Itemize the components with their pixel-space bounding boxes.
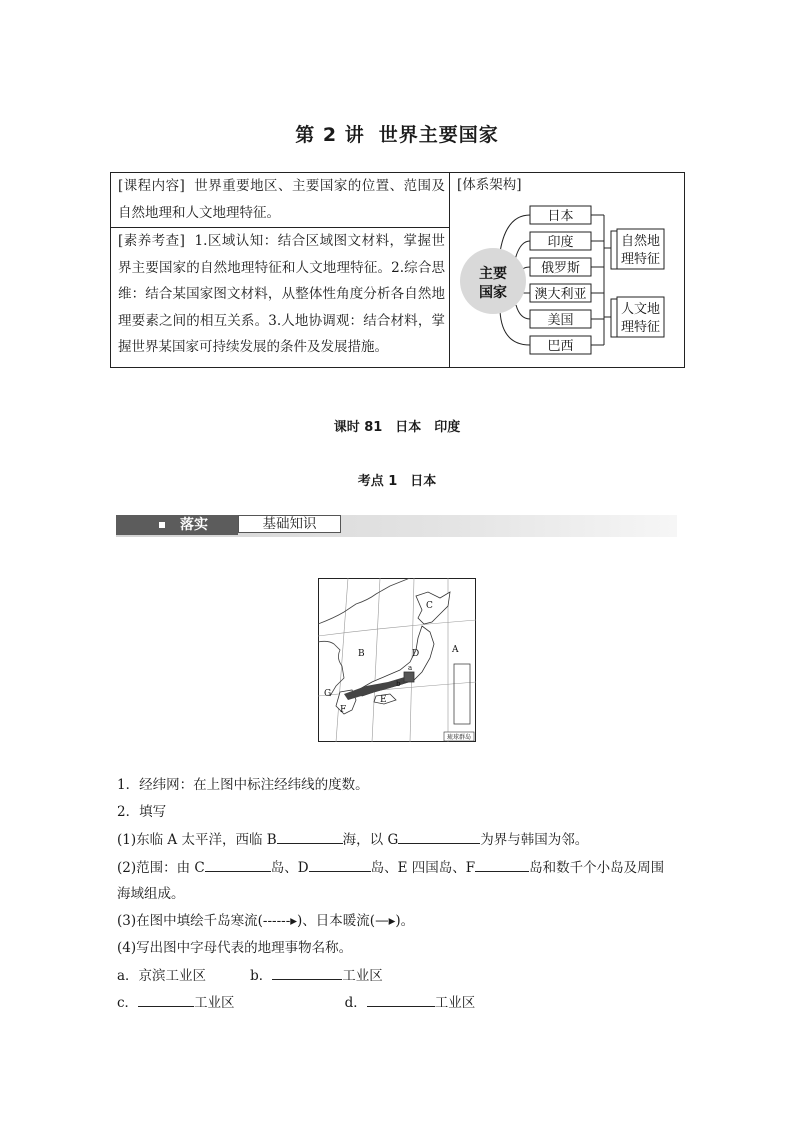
map-label-a-small: a — [408, 664, 413, 672]
title-topic: 世界主要国家 — [378, 124, 499, 146]
country-label-usa: 美国 — [547, 313, 574, 328]
concept-diagram — [450, 173, 685, 368]
blank-item-d[interactable] — [367, 992, 435, 1007]
section-header-dark-label: 落实 — [180, 517, 208, 533]
item-b-suffix: 工业区 — [342, 968, 383, 984]
blank-item-c[interactable] — [138, 992, 194, 1007]
feature-box-natural — [617, 229, 664, 269]
map-label-g: G — [324, 689, 332, 699]
question-2-3: (3)在图中填绘千岛寒流(------▸)、日本暖流(—▸)。 — [117, 913, 415, 929]
question-2-2 — [117, 857, 682, 878]
map-label-c: C — [426, 601, 433, 611]
country-box-india — [530, 232, 591, 250]
japan-map — [318, 578, 476, 742]
item-c-prefix: c． — [117, 995, 139, 1011]
question-2-2-cont: 海域组成。 — [117, 886, 185, 902]
connector-brazil — [500, 311, 530, 345]
architecture-label: [体系架构] — [457, 177, 522, 193]
course-content-cell — [118, 173, 445, 226]
title-lecture-number: 第 2 讲 — [295, 124, 365, 146]
blank-item-b[interactable] — [272, 965, 342, 980]
overview-table — [110, 172, 685, 368]
feature-human-line2: 理特征 — [620, 320, 661, 335]
item-d-prefix: d． — [344, 995, 367, 1011]
item-c-suffix: 工业区 — [194, 995, 235, 1011]
blank-island-d[interactable] — [309, 857, 371, 872]
map-corner-label: 琉球群岛 — [446, 734, 472, 741]
region-a-marker — [404, 672, 414, 682]
country-box-australia — [530, 284, 591, 302]
q2-2-text-b: 岛、D — [270, 860, 309, 876]
q2-1-text-b: 海，以 G — [342, 832, 399, 848]
bracket-natural — [611, 231, 617, 269]
blank-sea-b[interactable] — [277, 829, 343, 844]
q2-2-text-d: 岛和数千个小岛及周围 — [529, 860, 665, 876]
literacy-text: 1.区域认知：结合区域图文材料，掌握世界主要国家的自然地理特征和人文地理特征。2.综合思维：结合某国家图文材料，从整体性角度分析各自然地理要素之间的相互关系。3.人地协调观：结合材料，掌握世界某国家可持续发展的条件及发展措施。 — [118, 233, 445, 355]
q2-1-text-a: (1)东临 A 太平洋，西临 B — [117, 832, 277, 848]
map-label-f: F — [340, 705, 347, 715]
country-label-russia: 俄罗斯 — [540, 261, 581, 276]
country-label-japan: 日本 — [547, 209, 574, 224]
map-label-a: A — [452, 645, 459, 655]
literacy-cell — [118, 228, 445, 361]
country-box-brazil — [530, 336, 591, 354]
question-2-heading: 2．填写 — [117, 804, 167, 820]
feature-box-human — [617, 297, 664, 337]
q2-2-text-a: (2)范围：由 C — [117, 860, 205, 876]
section-header-light: 基础知识 — [238, 515, 341, 533]
country-box-russia — [530, 258, 591, 276]
item-d-suffix: 工业区 — [434, 995, 476, 1011]
map-label-e: E — [380, 695, 387, 705]
blank-island-f[interactable] — [475, 857, 529, 872]
question-2-1 — [117, 829, 682, 850]
blank-strait-g[interactable] — [398, 829, 480, 844]
lesson-title: 课时 81 日本 印度 — [333, 420, 461, 435]
center-node-line2: 国家 — [479, 285, 507, 301]
item-a: a．京滨工业区 — [117, 968, 207, 984]
map-label-d: D — [412, 649, 420, 659]
page-title — [0, 120, 794, 147]
course-content-label: [课程内容] — [118, 178, 185, 194]
q2-1-text-c: 为界与韩国为邻。 — [480, 832, 589, 848]
question-1: 1．经纬网：在上图中标注经纬线的度数。 — [117, 777, 369, 793]
literacy-label: [素养考查] — [118, 233, 185, 249]
point-title: 考点 1 日本 — [357, 474, 437, 489]
blank-island-c[interactable] — [205, 857, 271, 872]
bracket-human — [611, 299, 617, 337]
country-label-australia: 澳大利亚 — [534, 287, 587, 302]
feature-natural-line1: 自然地 — [620, 234, 661, 249]
country-box-japan — [530, 206, 591, 224]
course-content-text: 世界重要地区、主要国家的位置、范围及自然地理和人文地理特征。 — [118, 178, 445, 221]
square-bullet-icon — [159, 522, 165, 528]
answer-row-1 — [117, 965, 682, 986]
section-header-dark — [116, 515, 238, 535]
center-node — [460, 248, 526, 314]
country-label-brazil: 巴西 — [547, 339, 574, 354]
map-label-b-small: b — [396, 680, 401, 688]
answer-row-2 — [117, 992, 682, 1013]
q2-2-text-c: 岛、E 四国岛、F — [370, 860, 476, 876]
feature-natural-line2: 理特征 — [620, 252, 661, 267]
connector-usa — [516, 305, 530, 319]
item-b-prefix: b． — [250, 968, 273, 984]
country-box-usa — [530, 310, 591, 328]
feature-human-line1: 人文地 — [620, 302, 661, 317]
question-2-4: (4)写出图中字母代表的地理事物名称。 — [117, 940, 353, 956]
country-label-india: 印度 — [547, 235, 574, 250]
map-label-b: B — [358, 649, 365, 659]
center-node-line1: 主要 — [479, 266, 507, 282]
